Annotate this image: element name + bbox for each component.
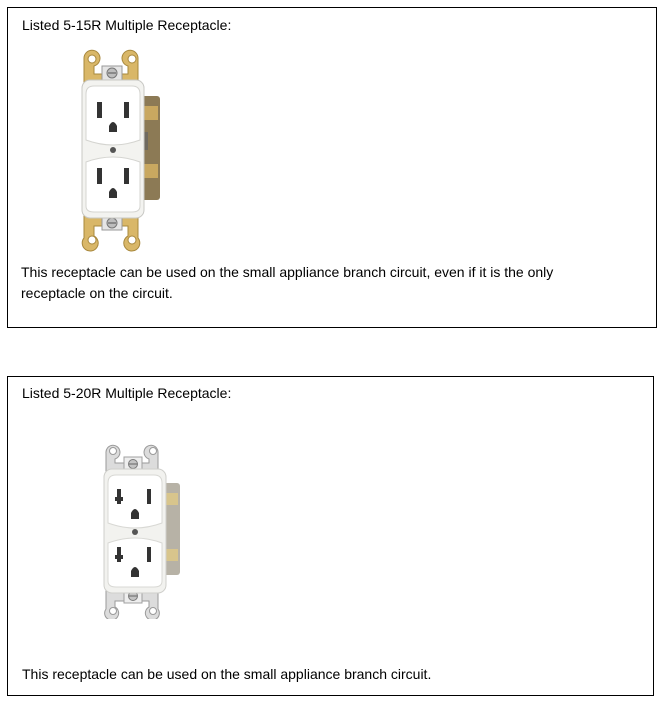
receptacle-description: This receptacle can be used on the small appliance branch circuit. [22, 666, 432, 682]
receptacle-heading: Listed 5-15R Multiple Receptacle: [22, 17, 232, 33]
receptacle-heading: Listed 5-20R Multiple Receptacle: [22, 385, 232, 401]
receptacle-card-5-20r [7, 376, 654, 696]
duplex-5-15r-receptacle-icon [70, 46, 170, 256]
duplex-5-20r-receptacle-icon [86, 439, 196, 619]
receptacle-card-5-15r [7, 7, 657, 328]
receptacle-description: This receptacle can be used on the small appliance branch circuit, even if it is the only receptacle on the circuit. [21, 264, 554, 301]
